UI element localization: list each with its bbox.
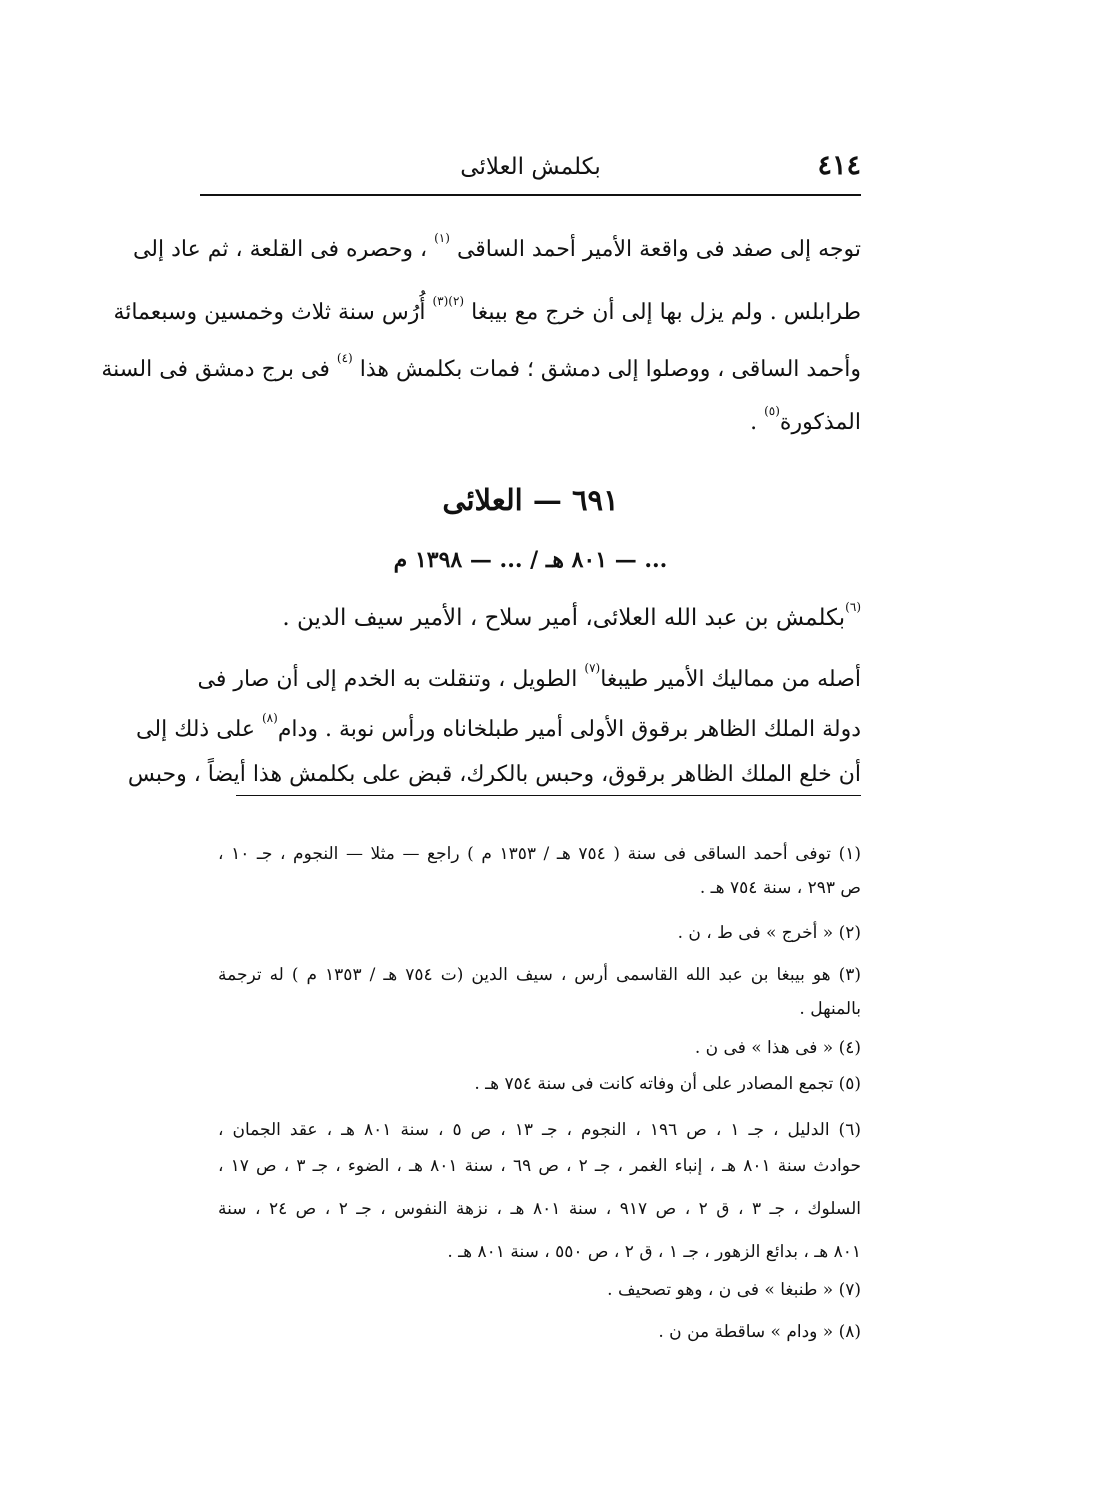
footnote: ص ٢٩٣ ، سنة ٧٥٤ هـ . (699, 878, 861, 898)
footnote: حوادث سنة ٨٠١ هـ ، إنباء الغمر ، جـ ٢ ، ص ٦٩ ، سنة ٨٠١ هـ ، الضوء ، جـ ٣ ، ص ١٧ ، (218, 1156, 861, 1176)
entry-dates: ... — ٨٠١ هـ / ... — ١٣٩٨ م (393, 547, 668, 573)
entry-body-line: أن خلع الملك الظاهر برقوق، وحبس بالكرك، قبض على بكلمش هذا أيضاً ، وحبس (127, 762, 861, 787)
footnote-ref: (٥) (764, 404, 780, 418)
footnote-ref: (٤) (336, 351, 353, 365)
running-title: بكلمش العلائى (460, 154, 601, 180)
prev-entry-line: توجه إلى صفد فى واقعة الأمير أحمد الساقى $^{(١)}$ ، وحصره فى القلعة ، ثم عاد إلى (132, 231, 861, 262)
footnote: (٣) هو بيبغا بن عبد الله القاسمى أرس ، سيف الدين (ت ٧٥٤ هـ / ١٣٥٣ م ) له ترجمة (218, 965, 861, 985)
footnote-ref: (٨) (261, 711, 278, 725)
footnote: بالمنهل . (799, 999, 861, 1019)
entry-title: ٦٩١ — العلائى (442, 483, 619, 517)
footnote: (٥) تجمع المصادر على أن وفاته كانت فى سنة ٧٥٤ هـ . (474, 1074, 861, 1094)
footnote-ref: (٧) (584, 661, 601, 675)
entry-body-line: أصله من مماليك الأمير طيبغا$^{(٧)}$ الطويل ، وتنقلت به الخدم إلى أن صار فى (197, 661, 861, 692)
header-rule (200, 194, 861, 196)
footnote-ref: (٢)(٣) (432, 294, 465, 308)
footnote-ref: (٦) (845, 600, 861, 614)
footnote: (٧) « طنبغا » فى ن ، وهو تصحيف . (607, 1280, 861, 1300)
footnote: (٤) « فى هذا » فى ن . (694, 1038, 861, 1058)
footnote: (٨) « ودام » ساقطة من ن . (658, 1322, 861, 1342)
footnote: (٢) « أخرج » فى ط ، ن . (677, 923, 861, 943)
prev-entry-line: طرابلس . ولم يزل بها إلى أن خرج مع بيبغا $^{(٢)(٣)}$ أُرُس سنة ثلاث وخمسين وسبعمائة (113, 294, 861, 325)
footnote: (١) توفى أحمد الساقى فى سنة ( ٧٥٤ هـ / ١٣٥٣ م ) راجع — مثلا — النجوم ، جـ ١٠ ، (218, 844, 862, 864)
prev-entry-line: وأحمد الساقى ، ووصلوا إلى دمشق ؛ فمات بكلمش هذا $^{(٤)}$ فى برج دمشق فى السنة (101, 351, 861, 382)
page-header (200, 150, 861, 194)
page-number: ٤١٤ (817, 150, 861, 181)
entry-name: بكلمش بن عبد الله العلائى، أمير سلاح ، الأمير سيف الدين . (282, 605, 846, 631)
footnote: (٦) الدليل ، جـ ١ ، ص ١٩٦ ، النجوم ، جـ ١٣ ، ص ٥ ، سنة ٨٠١ هـ ، عقد الجمان ، (218, 1120, 861, 1140)
footnote-ref: (١) (434, 231, 450, 245)
footnote: ٨٠١ هـ ، بدائع الزهور ، جـ ١ ، ق ٢ ، ص ٥٥٠ ، سنة ٨٠١ هـ . (447, 1242, 861, 1262)
entry-name-line (282, 600, 861, 631)
entry-body-line: دولة الملك الظاهر برقوق الأولى أمير طبلخاناه ورأس نوبة . ودام$^{(٨)}$ على ذلك إلى (136, 711, 861, 742)
footnote-separator (236, 795, 861, 796)
prev-entry-line: المذكورة$^{(٥)}$ . (750, 404, 861, 435)
footnote: السلوك ، جـ ٣ ، ق ٢ ، ص ٩١٧ ، سنة ٨٠١ هـ ، نزهة النفوس ، جـ ٢ ، ص ٢٤ ، سنة (218, 1199, 861, 1219)
